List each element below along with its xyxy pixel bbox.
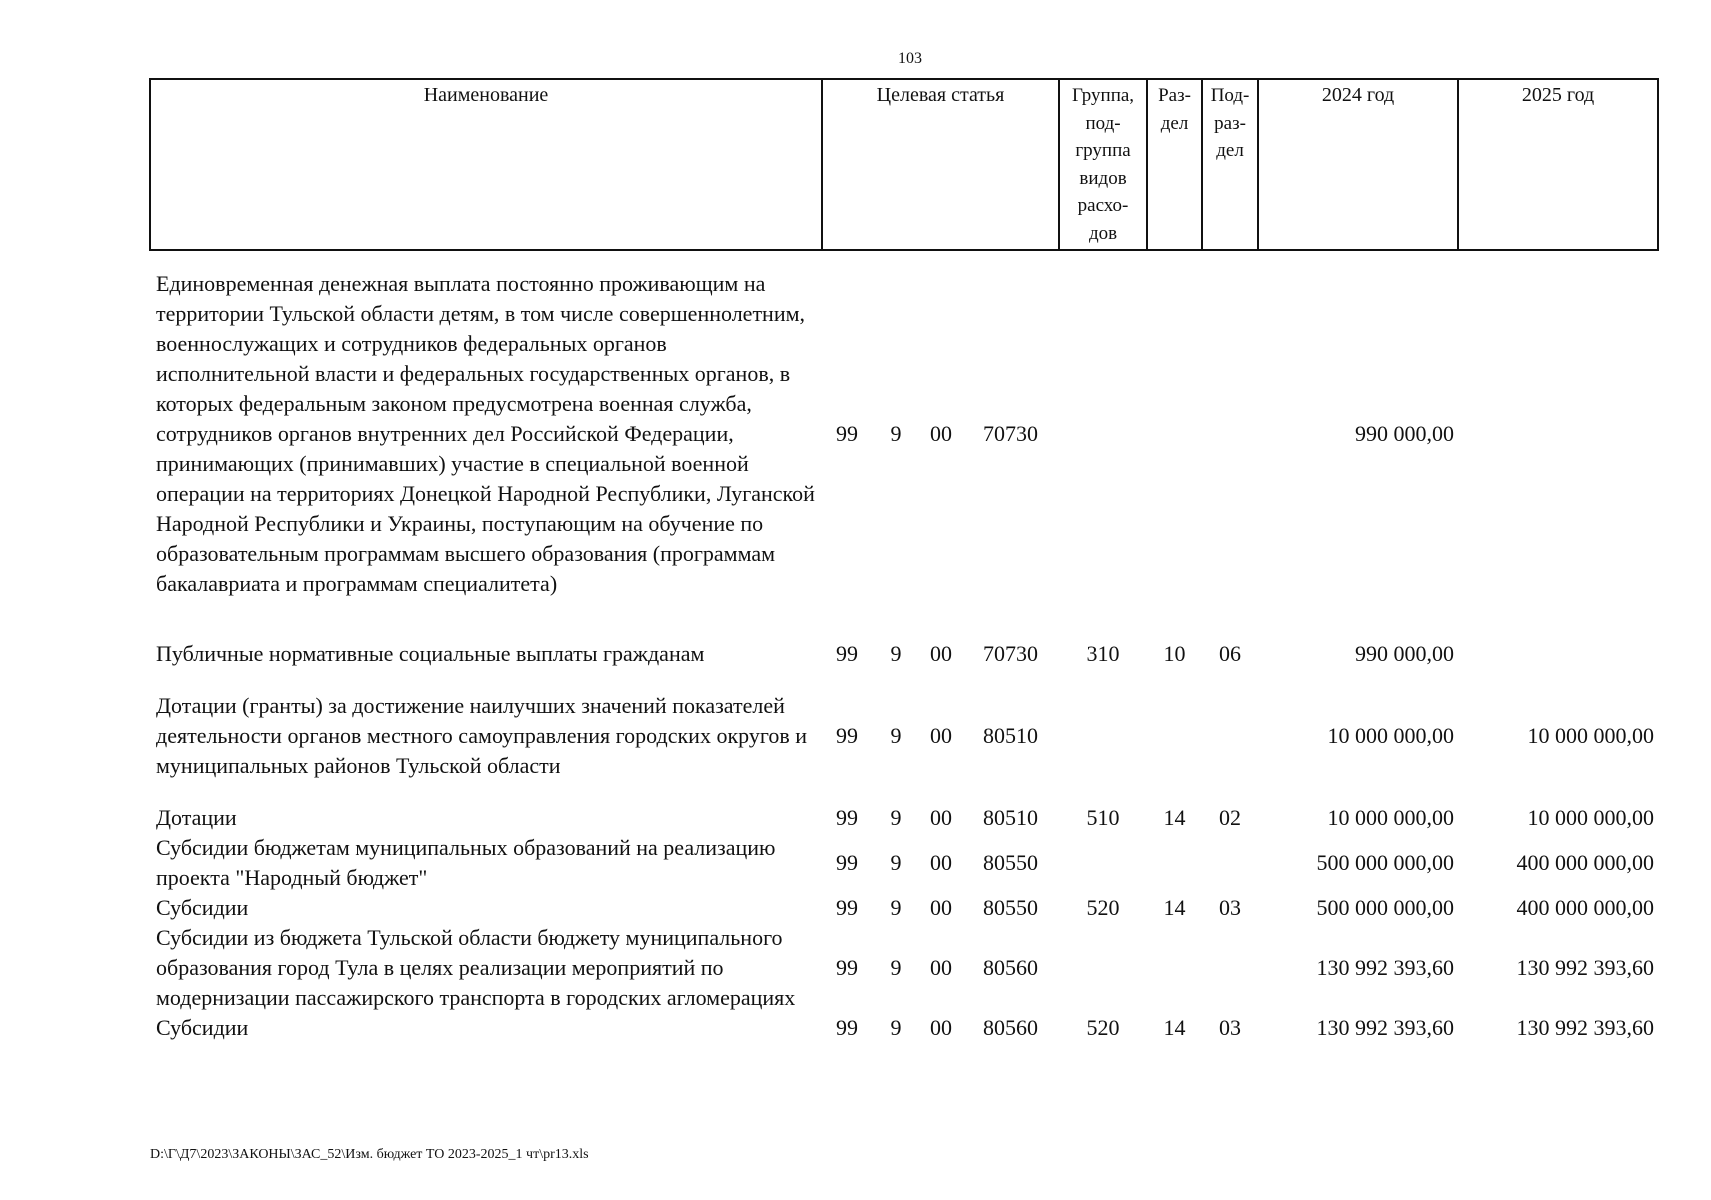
table-row [150, 803, 1658, 833]
table-row [150, 893, 1658, 923]
row-section: 14 [1163, 1015, 1186, 1040]
row-name: Субсидии [156, 895, 249, 920]
row-code-direction: 80510 [983, 723, 1039, 748]
row-name: Субсидии [156, 1015, 249, 1040]
row-code-program: 99 [836, 955, 858, 980]
row-code-event: 00 [930, 1015, 952, 1040]
row-code-subprogram: 9 [890, 723, 902, 748]
row-section [1147, 250, 1202, 617]
row-subsection [1202, 691, 1258, 803]
table-row [150, 1013, 1658, 1043]
file-path-footer: D:\Г\Д7\2023\ЗАКОНЫ\ЗАС_52\Изм. бюджет ТО 2023-2025_1 чт\pr13.xls [150, 1147, 589, 1162]
row-code-subprogram: 9 [890, 955, 902, 980]
row-subsection: 03 [1219, 1015, 1242, 1040]
row-amount-2024: 10 000 000,00 [1327, 805, 1455, 830]
header-section-line: Раз- [1158, 85, 1191, 106]
row-code-event: 00 [930, 641, 952, 666]
header-section [1147, 79, 1202, 250]
row-code-direction: 80550 [983, 850, 1039, 875]
row-subsection: 06 [1219, 641, 1242, 666]
table-header [150, 79, 1658, 250]
row-amount-2025: 130 992 393,60 [1516, 1015, 1655, 1040]
row-amount-2025 [1458, 617, 1658, 691]
row-amount-2024: 130 992 393,60 [1316, 955, 1455, 980]
row-name: Субсидии из бюджета Тульской области бюджету муниципального образования город Тула в целях реализации мероприятий по модернизации пассажирского транспорта в городских агломерациях [156, 925, 796, 1010]
header-group-line: группа [1075, 140, 1131, 161]
row-code-program: 99 [836, 1015, 858, 1040]
row-amount-2025: 400 000 000,00 [1516, 850, 1655, 875]
row-amount-2025: 10 000 000,00 [1527, 805, 1655, 830]
header-group [1059, 79, 1147, 250]
header-group-line: под- [1085, 112, 1121, 134]
row-code-direction: 80560 [983, 955, 1039, 980]
row-amount-2024: 990 000,00 [1355, 421, 1455, 446]
table-row [150, 923, 1658, 1013]
header-year-2024: 2024 год [1258, 79, 1458, 250]
header-section-line: дел [1160, 112, 1189, 134]
row-subsection: 02 [1219, 805, 1242, 830]
table-body [150, 250, 1658, 1043]
header-group-line: расхо- [1077, 195, 1129, 216]
row-name: Единовременная денежная выплата постоянно проживающим на территории Тульской области детям, в том числе совершеннолетним, военнослужащих и сотрудников федеральных органов исполнительной власти и федеральных государственных органов, в которых федеральным законом предусмотрена военная служба, сотрудников органов внутренних дел Российской Федерации, принимающих (принимавших) участие в специальной военной операции на территориях Донецкой Народной Республики, Луганской Народной Республики и Украины, поступающим на обучение по образовательным программам высшего образования (программам бакалавриата и программам специалитета) [156, 271, 815, 596]
row-amount-2025: 10 000 000,00 [1527, 723, 1655, 748]
header-subsection [1202, 79, 1258, 250]
row-subsection [1202, 923, 1258, 1013]
row-code-direction: 70730 [983, 421, 1039, 446]
row-section: 14 [1163, 895, 1186, 920]
row-code-direction: 80510 [983, 805, 1039, 830]
row-section [1147, 833, 1202, 893]
row-section [1147, 691, 1202, 803]
row-code-subprogram: 9 [890, 850, 902, 875]
row-group [1059, 923, 1147, 1013]
page-number: 103 [898, 50, 922, 67]
row-group [1059, 691, 1147, 803]
row-code-subprogram: 9 [890, 805, 902, 830]
row-code-event: 00 [930, 955, 952, 980]
row-code-event: 00 [930, 850, 952, 875]
table-row [150, 250, 1658, 617]
row-amount-2024: 990 000,00 [1355, 641, 1455, 666]
row-code-event: 00 [930, 723, 952, 748]
row-group [1059, 250, 1147, 617]
row-amount-2024: 500 000 000,00 [1316, 850, 1455, 875]
row-code-program: 99 [836, 641, 858, 666]
row-code-direction: 80550 [983, 895, 1039, 920]
header-group-line: Группа, [1072, 85, 1135, 106]
row-group: 510 [1086, 805, 1120, 830]
row-section: 10 [1163, 641, 1186, 666]
row-code-program: 99 [836, 723, 858, 748]
header-group-line: видов [1079, 167, 1127, 189]
row-amount-2025 [1458, 250, 1658, 617]
header-year-2025: 2025 год [1458, 79, 1658, 250]
row-code-program: 99 [836, 805, 858, 830]
row-code-event: 00 [930, 421, 952, 446]
row-amount-2024: 130 992 393,60 [1316, 1015, 1455, 1040]
row-code-program: 99 [836, 850, 858, 875]
row-group: 520 [1086, 1015, 1120, 1040]
row-code-program: 99 [836, 895, 858, 920]
row-code-event: 00 [930, 805, 952, 830]
header-group-line: дов [1088, 222, 1118, 244]
table-row [150, 691, 1658, 803]
header-subsection-line: дел [1216, 140, 1244, 161]
row-name: Публичные нормативные социальные выплаты гражданам [156, 641, 705, 666]
row-subsection [1202, 833, 1258, 893]
row-subsection: 03 [1219, 895, 1242, 920]
row-group: 310 [1086, 641, 1120, 666]
row-group: 520 [1086, 895, 1120, 920]
row-code-subprogram: 9 [890, 895, 902, 920]
row-code-program: 99 [836, 421, 858, 446]
row-code-direction: 70730 [983, 641, 1039, 666]
header-target: Целевая статья [822, 79, 1059, 250]
row-code-subprogram: 9 [890, 641, 902, 666]
table-row [150, 833, 1658, 893]
header-subsection-line: раз- [1214, 112, 1246, 134]
row-name: Дотации (гранты) за достижение наилучших значений показателей деятельности органов местного самоуправления городских округов и муниципальных районов Тульской области [156, 693, 807, 778]
row-amount-2025: 400 000 000,00 [1516, 895, 1655, 920]
row-name: Субсидии бюджетам муниципальных образований на реализацию проекта "Народный бюджет" [156, 835, 776, 890]
row-group [1059, 833, 1147, 893]
row-section: 14 [1163, 805, 1186, 830]
row-subsection [1202, 250, 1258, 617]
table-row [150, 617, 1658, 691]
row-code-subprogram: 9 [890, 1015, 902, 1040]
row-code-subprogram: 9 [890, 421, 902, 446]
row-name: Дотации [156, 805, 237, 830]
budget-table [149, 78, 1659, 1043]
header-name: Наименование [150, 79, 822, 250]
row-amount-2024: 10 000 000,00 [1327, 723, 1455, 748]
row-code-direction: 80560 [983, 1015, 1039, 1040]
row-amount-2025: 130 992 393,60 [1516, 955, 1655, 980]
header-subsection-line: Под- [1210, 85, 1250, 106]
row-code-event: 00 [930, 895, 952, 920]
row-section [1147, 923, 1202, 1013]
row-amount-2024: 500 000 000,00 [1316, 895, 1455, 920]
